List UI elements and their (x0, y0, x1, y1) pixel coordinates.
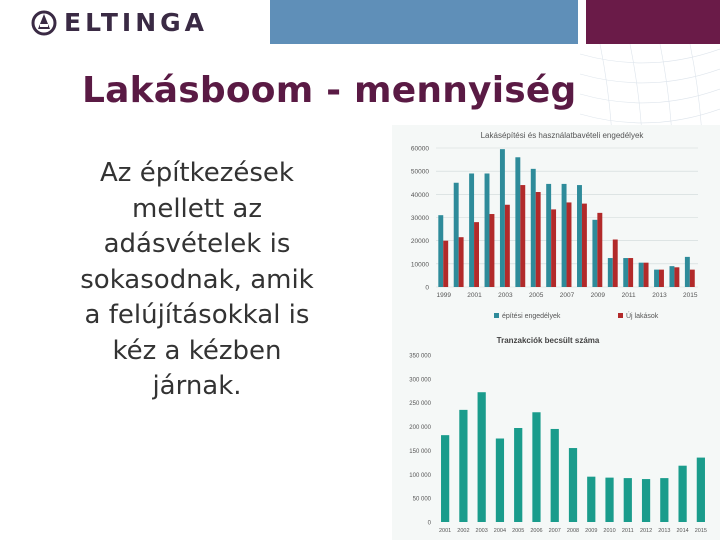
logo (30, 8, 208, 37)
x-tick-label: 1999 (436, 292, 451, 299)
header-band-blue (270, 0, 578, 44)
bar (459, 410, 467, 522)
bar (500, 149, 505, 287)
x-tick-label: 2001 (439, 528, 452, 534)
bar (489, 214, 494, 287)
x-tick-label: 2009 (590, 292, 606, 299)
y-tick-label: 60000 (410, 145, 429, 153)
x-tick-label: 2009 (585, 528, 598, 534)
x-tick-label: 2014 (676, 528, 689, 534)
bar (438, 215, 443, 287)
bar (582, 204, 587, 287)
y-tick-label: 200 000 (409, 425, 431, 432)
body-text (72, 156, 322, 405)
bar (474, 222, 479, 287)
header-band-gap (578, 0, 586, 44)
x-tick-label: 2010 (603, 528, 616, 534)
bar (441, 435, 449, 522)
body-line: sokasodnak, amik (80, 264, 314, 295)
y-tick-label: 40000 (410, 191, 429, 199)
bar (515, 157, 520, 287)
bar (623, 258, 628, 287)
header-band-purple (586, 0, 720, 44)
x-tick-label: 2013 (658, 528, 671, 534)
bar (536, 192, 541, 287)
bar (551, 209, 556, 287)
y-tick-label: 300 000 (409, 377, 431, 384)
bar (587, 477, 595, 522)
x-tick-label: 2011 (621, 292, 636, 299)
x-tick-label: 2011 (621, 528, 634, 534)
bar (531, 169, 536, 287)
y-tick-label: 50000 (410, 168, 429, 176)
bar (478, 392, 486, 522)
y-tick-label: 250 000 (409, 401, 431, 408)
bar (678, 466, 686, 522)
slide-title: Lakásboom - mennyiség (82, 70, 577, 111)
y-tick-label: 0 (427, 520, 431, 527)
bar (639, 263, 644, 287)
y-tick-label: 20000 (410, 238, 429, 246)
bar (690, 270, 695, 287)
logo-mark-icon (30, 9, 58, 37)
x-tick-label: 2004 (493, 528, 507, 534)
bar (532, 412, 540, 522)
bar (628, 258, 633, 287)
chart-area (392, 125, 720, 540)
logo-wordmark: ELTINGA (64, 8, 209, 37)
body-line: járnak. (152, 371, 242, 401)
body-line: kéz a kézben (112, 335, 282, 366)
bar (605, 478, 613, 522)
legend-label: építési engedélyek (502, 313, 561, 320)
y-tick-label: 30000 (410, 215, 429, 222)
bar (674, 267, 679, 287)
bar (443, 241, 448, 287)
permits-chart (392, 125, 720, 325)
x-tick-label: 2015 (694, 528, 707, 534)
bar (505, 205, 510, 287)
chart-title: Tranzakciók becsült száma (496, 336, 600, 345)
x-tick-label: 2003 (498, 292, 513, 299)
y-tick-label: 100 000 (409, 472, 431, 479)
x-tick-label: 2002 (457, 528, 470, 534)
bar (624, 478, 632, 522)
x-tick-label: 2007 (559, 292, 575, 299)
bar (567, 202, 572, 287)
bar (551, 429, 559, 522)
bar (697, 458, 705, 522)
y-tick-label: 10000 (410, 261, 429, 269)
y-tick-label: 150 000 (409, 448, 431, 455)
legend-label: Új lakások (626, 313, 659, 320)
bar (659, 270, 664, 287)
legend-swatch-new-homes (618, 313, 623, 318)
x-tick-label: 2015 (683, 292, 698, 299)
bar (546, 184, 551, 287)
bar (597, 213, 602, 287)
bar (685, 257, 690, 287)
bar (644, 263, 649, 287)
bar (496, 439, 504, 523)
x-tick-label: 2008 (566, 528, 580, 534)
bar (459, 237, 464, 287)
bar (520, 185, 525, 287)
y-tick-label: 0 (425, 284, 429, 292)
bar (660, 478, 668, 522)
x-tick-label: 2005 (512, 528, 525, 534)
x-tick-label: 2001 (467, 292, 482, 299)
x-tick-label: 2012 (639, 528, 653, 534)
bar (485, 173, 490, 287)
y-tick-label: 350 000 (409, 353, 431, 360)
legend-swatch-permits (494, 313, 499, 318)
x-tick-label: 2003 (475, 528, 488, 534)
bar (592, 220, 597, 287)
transactions-chart (392, 325, 720, 540)
x-tick-label: 2006 (530, 528, 543, 534)
body-line: a felújításokkal is (84, 300, 310, 330)
chart-title: Lakásépítési és használatbavételi engedélyek (480, 131, 644, 140)
x-tick-label: 2013 (652, 292, 667, 299)
x-tick-label: 2005 (528, 292, 544, 299)
bar (613, 240, 618, 287)
x-tick-label: 2007 (548, 528, 561, 534)
bar (577, 185, 582, 287)
bar (642, 479, 650, 522)
logo-bar (0, 0, 270, 44)
bar (562, 184, 567, 287)
body-line: mellett az (132, 193, 262, 224)
body-line: adásvételek is (103, 229, 291, 259)
bar (669, 266, 674, 287)
bar (454, 183, 459, 287)
bar (469, 173, 474, 287)
body-line: Az építkezések (100, 158, 294, 188)
bar (608, 258, 613, 287)
y-tick-label: 50 000 (412, 496, 431, 503)
bar (569, 448, 577, 522)
bar (654, 270, 659, 287)
bar (514, 428, 522, 522)
